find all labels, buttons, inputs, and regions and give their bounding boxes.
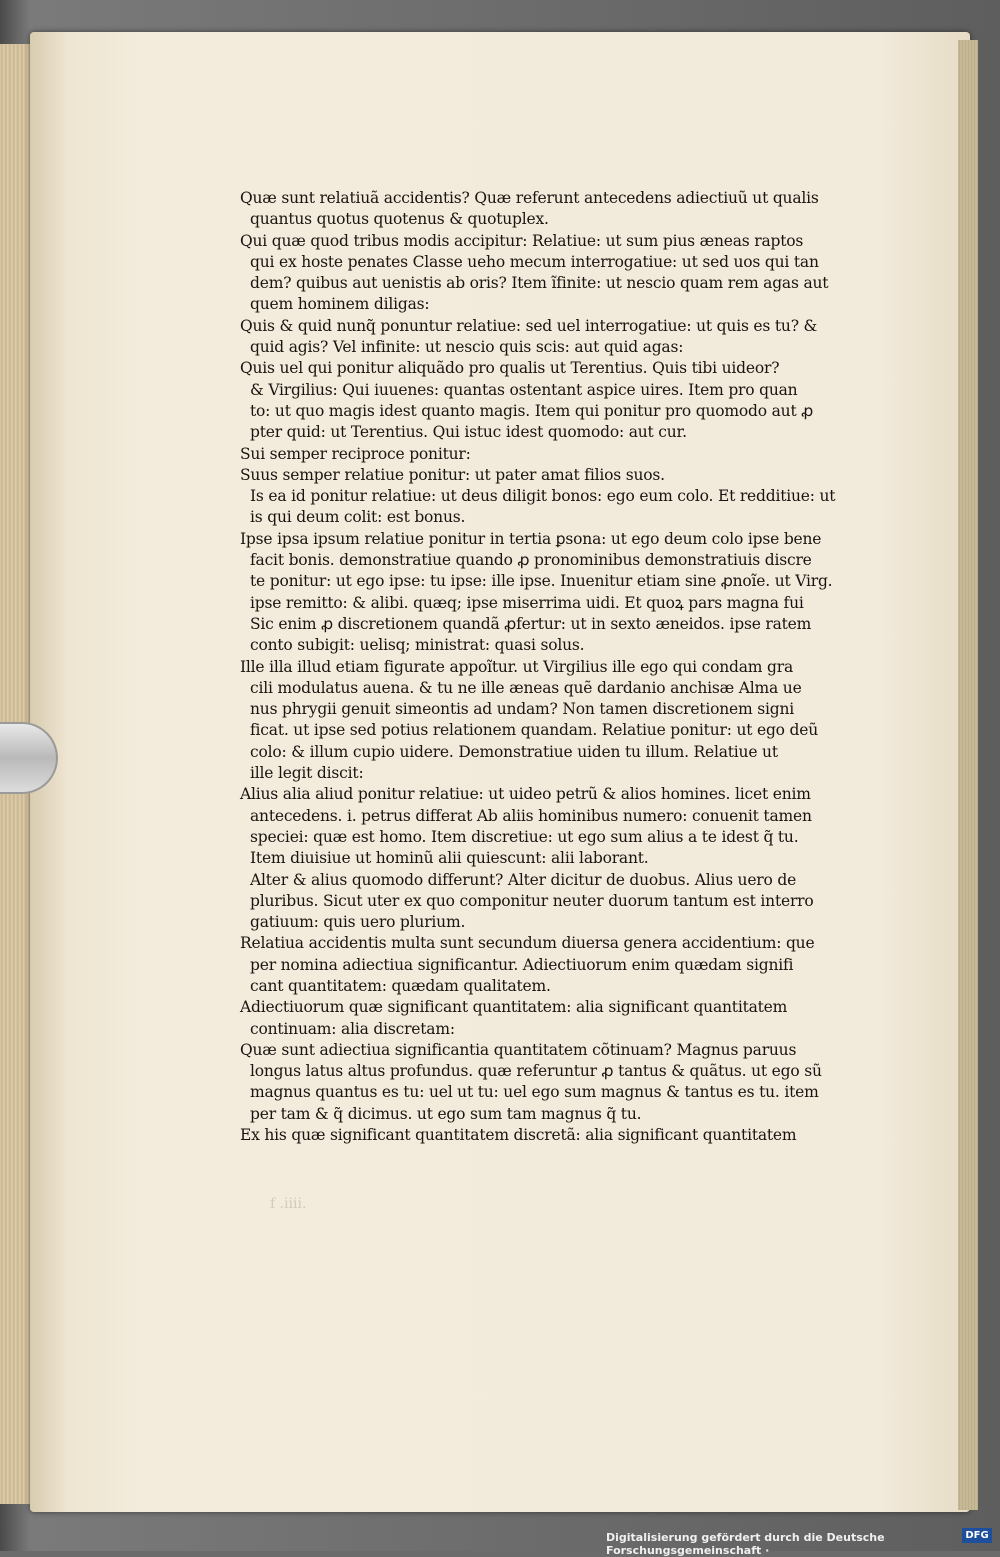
- text-line: dem? quibus aut uenistis ab oris? Item ĩfinite: ut nescio quam rem agas aut: [250, 274, 829, 293]
- text-line: Quis & quid nunq̃ ponuntur relatiue: sed uel interrogatiue: ut quis es tu? &: [240, 316, 818, 335]
- page-text: [240, 188, 860, 1146]
- text-line: Quis uel qui ponitur aliquãdo pro qualis ut Terentius. Quis tibi uideor?: [240, 359, 780, 378]
- text-line: Item diuisiue ut hominũ alii quiescunt: alii laborant.: [250, 849, 649, 868]
- text-line: Alter & alius quomodo differunt? Alter dicitur de duobus. Alius uero de: [250, 870, 797, 889]
- dfg-logo: DFG: [962, 1528, 992, 1543]
- text-line: cili modulatus auena. & tu ne ille æneas quẽ dardanio anchisæ Alma ue: [250, 678, 802, 697]
- text-line: Quæ sunt relatiuã accidentis? Quæ referunt antecedens adiectiuũ ut qualis: [240, 189, 819, 207]
- text-line: Adiectiuorum quæ significant quantitatem: alia significant quantitatem: [240, 998, 788, 1017]
- text-line: Relatiua accidentis multa sunt secundum diuersa genera accidentium: que: [240, 934, 815, 953]
- text-line: ille legit discit:: [250, 764, 364, 783]
- text-line: colo: & illum cupio uidere. Demonstratiue uiden tu illum. Relatiue ut: [250, 742, 778, 761]
- text-line: Alius alia aliud ponitur relatiue: ut uideo petrũ & alios homines. licet enim: [240, 785, 811, 804]
- text-line: speciei: quæ est homo. Item discretiue: ut ego sum alius a te idest q̃ tu.: [250, 827, 799, 846]
- text-line: conto subigit: uelisq; ministrat: quasi solus.: [250, 636, 585, 655]
- text-line: continuam: alia discretam:: [250, 1019, 455, 1038]
- text-line: per tam & q̃ dicimus. ut ego sum tam magnus q̃ tu.: [250, 1104, 642, 1123]
- text-line: longus latus altus profundus. quæ referuntur ꝓ tantus & quãtus. ut ego sũ: [250, 1062, 822, 1081]
- text-line: Is ea id ponitur relatiue: ut deus diligit bonos: ego eum colo. Et redditiue: ut: [250, 487, 836, 506]
- text-line: antecedens. i. petrus differat Ab aliis hominibus numero: conuenit tamen: [250, 806, 812, 825]
- text-line: pter quid: ut Terentius. Qui istuc idest quomodo: aut cur.: [250, 423, 687, 442]
- text-line: & Virgilius: Qui iuuenes: quantas ostentant aspice uires. Item pro quan: [250, 380, 798, 399]
- text-line: quantus quotus quotenus & quotuplex.: [250, 210, 549, 229]
- text-line: Ille illa illud etiam figurate appoĩtur. ut Virgilius ille ego qui condam gra: [240, 657, 793, 676]
- text-line: te ponitur: ut ego ipse: tu ipse: ille ipse. Inuenitur etiam sine ꝓnoĩe. ut Virg.: [250, 572, 833, 591]
- text-line: Suus semper relatiue ponitur: ut pater amat filios suos.: [240, 465, 665, 484]
- text-line: Sui semper reciproce ponitur:: [240, 444, 471, 463]
- text-line: Ex his quæ significant quantitatem discretã: alia significant quantitatem: [240, 1126, 797, 1145]
- text-line: magnus quantus es tu: uel ut tu: uel ego sum magnus & tantus es tu. item: [250, 1083, 819, 1102]
- signature-mark: f .iiii.: [270, 1196, 307, 1212]
- text-line: quid agis? Vel infinite: ut nescio quis scis: aut quid agas:: [250, 338, 684, 357]
- text-line: Sic enim ꝓ discretionem quandã ꝓfertur: ut in sexto æneidos. ipse ratem: [250, 614, 812, 633]
- text-line: cant quantitatem: quædam qualitatem.: [250, 976, 551, 995]
- text-line: quem hominem diligas:: [250, 295, 430, 314]
- text-line: gatiuum: quis uero plurium.: [250, 913, 466, 932]
- text-line: facit bonis. demonstratiue quando ꝓ pronominibus demonstratiuis discre: [250, 551, 812, 570]
- text-line: Qui quæ quod tribus modis accipitur: Relatiue: ut sum pius æneas raptos: [240, 231, 804, 250]
- text-line: to: ut quo magis idest quanto magis. Item qui ponitur pro quomodo aut ꝓ: [250, 401, 814, 420]
- text-line: Ipse ipsa ipsum relatiue ponitur in tertia ꝑsona: ut ego deum colo ipse bene: [240, 529, 822, 548]
- text-line: per nomina adiectiua significantur. Adiectiuorum enim quædam signifi: [250, 955, 794, 974]
- text-line: nus phrygii genuit simeontis ad undam? Non tamen discretionem signi: [250, 700, 794, 719]
- text-line: is qui deum colit: est bonus.: [250, 508, 466, 527]
- digitization-credit: Digitalisierung gefördert durch die Deutsche Forschungsgemeinschaft ·: [606, 1531, 885, 1557]
- right-page-stack: [958, 40, 978, 1510]
- text-line: ficat. ut ipse sed potius relationem quandam. Relatiue ponitur: ut ego deũ: [250, 721, 819, 740]
- text-line: qui ex hoste penates Classe ueho mecum interrogatiue: ut sed uos qui tan: [250, 252, 819, 271]
- text-line: ipse remitto: & alibi. quæq; ipse miserrima uidi. Et quoꝝ pars magna fui: [250, 593, 804, 612]
- text-line: Quæ sunt adiectiua significantia quantitatem cõtinuam? Magnus paruus: [240, 1040, 797, 1059]
- text-line: pluribus. Sicut uter ex quo componitur neuter duorum tantum est interro: [250, 891, 814, 910]
